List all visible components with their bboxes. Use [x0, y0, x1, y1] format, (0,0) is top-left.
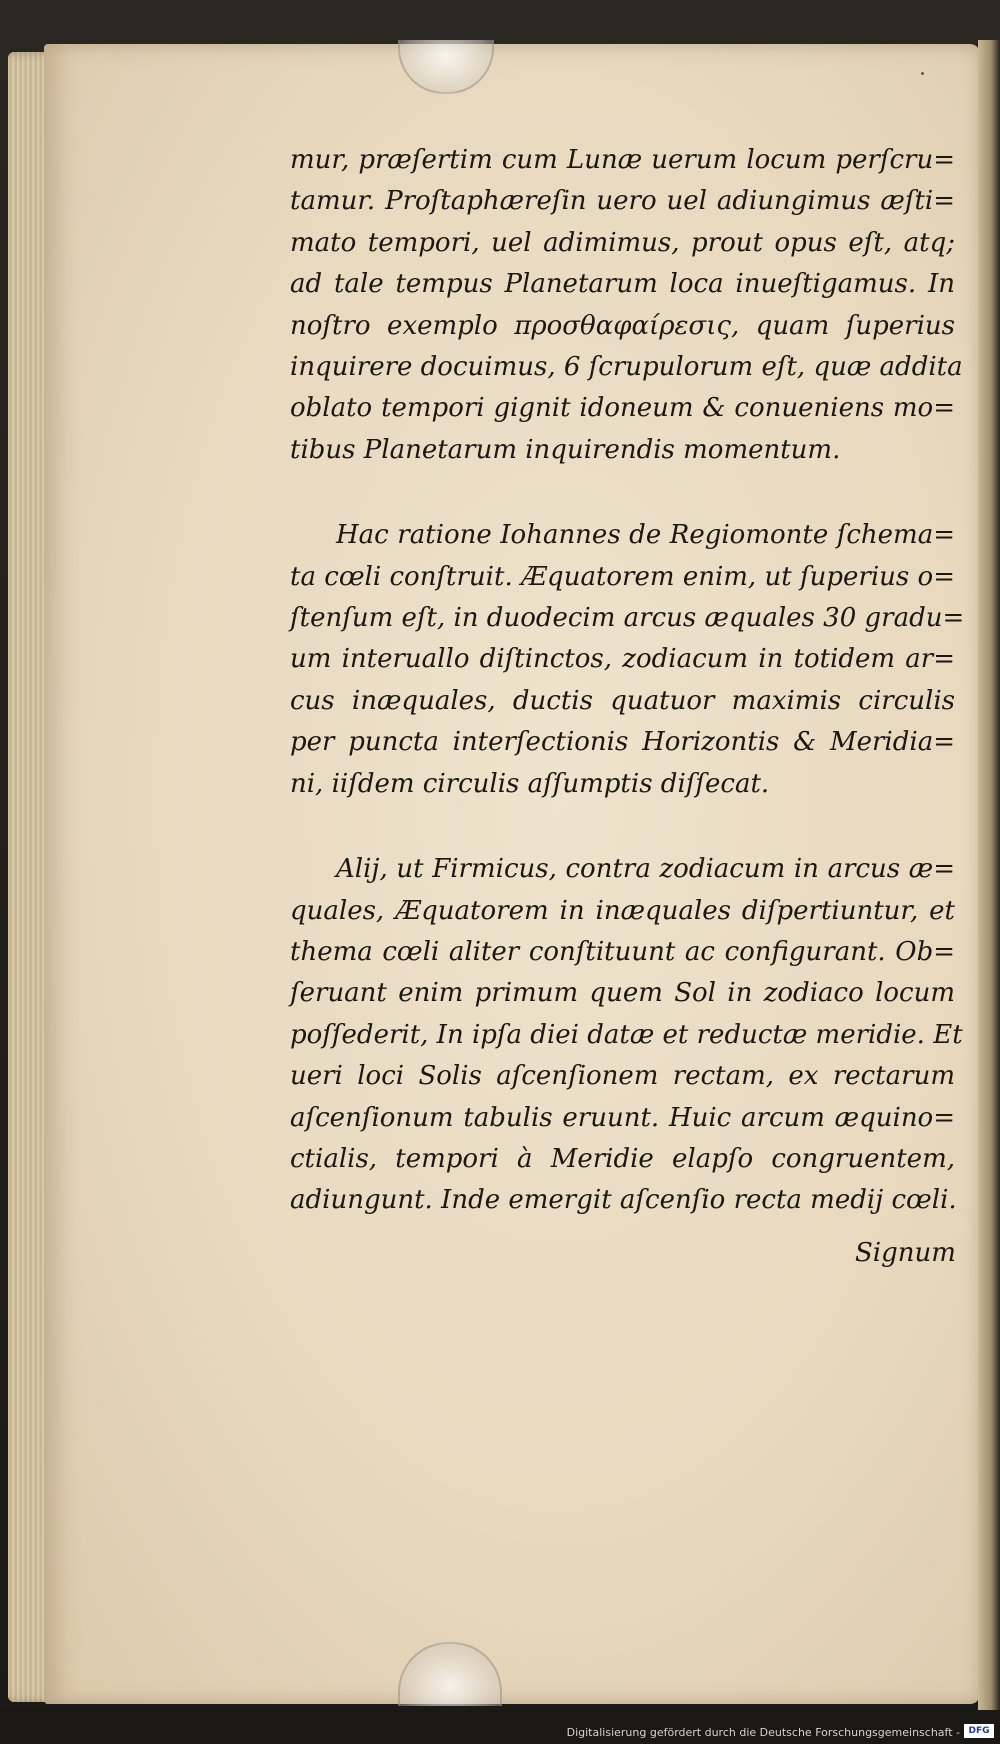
- text-line: um interuallo diſtinctos, zodiacum in totidem ar=: [290, 644, 955, 675]
- text-line: ſeruant enim primum quem Sol in zodiaco locum: [290, 978, 955, 1009]
- paragraph-1: [290, 140, 963, 471]
- text-line: per puncta interſectionis Horizontis & Meridia=: [290, 727, 955, 758]
- text-line: oblato tempori gignit idoneum & conueniens mo=: [290, 393, 955, 424]
- text-line: tamur. Proſtaphæreſin uero uel adiungimus æſti=: [290, 186, 955, 217]
- footer-credit: Digitalisierung gefördert durch die Deutsche Forschungsgemeinschaft -: [566, 1726, 960, 1739]
- text-line: ta cœli conſtruit. Æquatorem enim, ut ſuperius o=: [290, 561, 955, 592]
- paper-speck: [921, 72, 924, 75]
- page-right-edge: [978, 40, 1000, 1712]
- text-line: Alij, ut Firmicus, contra zodiacum in arcus æ=: [336, 854, 955, 885]
- text-line: quales, Æquatorem in inæquales diſpertiuntur, et: [290, 895, 955, 926]
- text-line: adiungunt. Inde emergit aſcenſio recta medij cœli.: [290, 1185, 957, 1216]
- text-line: ad tale tempus Planetarum loca inueſtigamus. In: [290, 269, 955, 300]
- paragraph-3: [290, 849, 963, 1222]
- paragraph-2: [290, 515, 965, 805]
- text-line: thema cœli aliter conſtituunt ac configurant. Ob=: [290, 936, 955, 967]
- text-line: aſcenſionum tabulis eruunt. Huic arcum æquino=: [290, 1102, 955, 1133]
- text-line: ni, iiſdem circulis aſſumptis diſſecat.: [290, 768, 770, 799]
- text-line: noſtro exemplo προσθαφαίρεσις, quam ſuperius: [290, 310, 955, 341]
- text-line: mur, præſertim cum Lunæ uerum locum perſcru=: [290, 145, 955, 175]
- catchword: Signum: [855, 1238, 956, 1268]
- text-line: ctialis, tempori à Meridie elapſo congruentem,: [290, 1143, 955, 1174]
- text-line: mato tempori, uel adimimus, prout opus eſt, atq;: [290, 227, 955, 258]
- text-line: cus inæquales, ductis quatuor maximis circulis: [290, 685, 955, 716]
- text-line: ſtenſum eſt, in duodecim arcus æquales 30 gradu=: [290, 603, 965, 634]
- text-line: Hac ratione Iohannes de Regiomonte ſchema=: [336, 520, 955, 551]
- text-line: tibus Planetarum inquirendis momentum.: [290, 434, 841, 465]
- dfg-logo: DFG: [964, 1724, 994, 1738]
- text-line: poſſederit, In ipſa diei datæ et reductæ meridie. Et: [290, 1019, 963, 1050]
- text-line: inquirere docuimus, 6 ſcrupulorum eſt, quæ addita: [290, 352, 963, 383]
- text-line: ueri loci Solis aſcenſionem rectam, ex rectarum: [290, 1061, 955, 1092]
- page-body-text: [290, 140, 965, 1222]
